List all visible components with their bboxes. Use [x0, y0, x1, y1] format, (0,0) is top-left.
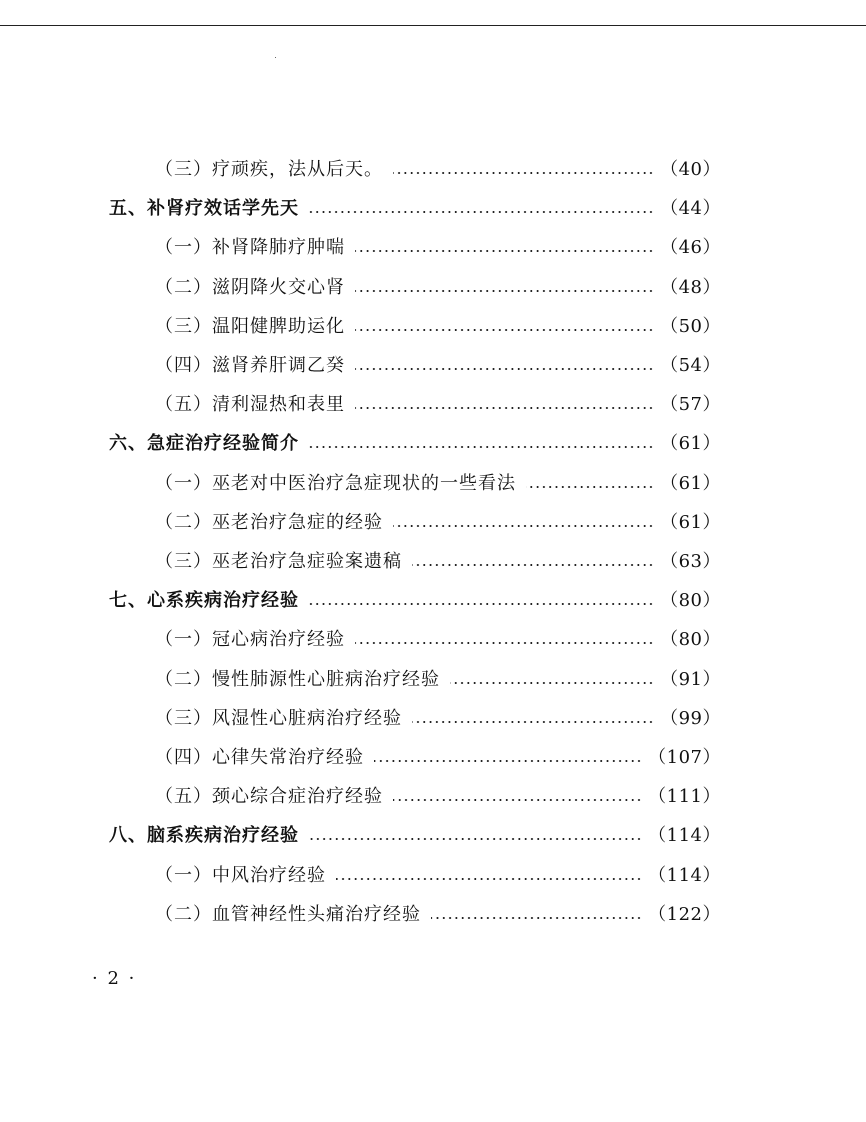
toc-dot-leader [450, 682, 654, 684]
toc-entry-page: （114） [648, 864, 721, 886]
toc-entry-page: （91） [660, 668, 721, 690]
toc-section-entry[interactable] [155, 273, 721, 303]
toc-dot-leader [309, 446, 654, 448]
toc-entry-title: 五、补肾疗效话学先天 [109, 198, 299, 220]
toc-entry-title: （三）温阳健脾助运化 [155, 315, 345, 337]
toc-section-entry[interactable] [155, 469, 721, 499]
toc-entry-title: （一）巫老对中医治疗急症现状的一些看法 [155, 472, 516, 494]
toc-entry-page: （80） [660, 590, 721, 612]
toc-section-entry[interactable] [155, 743, 721, 773]
toc-dot-leader [374, 760, 642, 762]
toc-entry-page: （61） [660, 511, 721, 533]
toc-chapter-entry[interactable] [109, 429, 721, 459]
toc-entry-title: （一）中风治疗经验 [155, 864, 326, 886]
toc-section-entry[interactable] [155, 312, 721, 342]
toc-dot-leader [355, 290, 654, 292]
toc-entry-title: （五）清利湿热和表里 [155, 394, 345, 416]
toc-dot-leader [526, 486, 654, 488]
toc-dot-leader [412, 721, 654, 723]
toc-dot-leader [393, 172, 654, 174]
toc-entry-title: 七、心系疾病治疗经验 [109, 590, 299, 612]
toc-dot-leader [355, 250, 654, 252]
toc-entry-page: （111） [648, 786, 721, 808]
toc-entry-page: （114） [648, 825, 721, 847]
toc-dot-leader [412, 564, 654, 566]
toc-entry-title: （二）巫老治疗急症的经验 [155, 511, 383, 533]
toc-section-entry[interactable] [155, 233, 721, 263]
toc-dot-leader [355, 329, 654, 331]
toc-section-entry[interactable] [155, 351, 721, 381]
toc-entry-page: （63） [660, 551, 721, 572]
toc-section-entry[interactable] [155, 547, 721, 577]
toc-dot-leader [309, 211, 654, 213]
toc-dot-leader [393, 799, 642, 801]
top-rule [0, 25, 866, 26]
toc-chapter-entry[interactable] [109, 821, 721, 851]
toc-entry-page: （61） [660, 472, 721, 494]
toc-section-entry[interactable] [155, 782, 721, 812]
toc-entry-page: （99） [660, 707, 721, 729]
toc-entry-title: （四）心律失常治疗经验 [155, 747, 364, 768]
scan-speck [275, 57, 276, 58]
toc-entry-page: （61） [660, 433, 721, 455]
page-number: · 2 · [92, 968, 137, 989]
toc-entry-page: （40） [660, 159, 721, 180]
toc-section-entry[interactable] [155, 900, 721, 930]
toc-entry-title: （五）颈心综合症治疗经验 [155, 786, 383, 808]
toc-section-entry[interactable] [155, 155, 721, 185]
toc-entry-page: （50） [660, 315, 721, 337]
toc-entry-title: 八、脑系疾病治疗经验 [109, 825, 299, 847]
toc-dot-leader [393, 525, 654, 527]
toc-entry-title: （一）冠心病治疗经验 [155, 629, 345, 651]
toc-entry-title: （三）疗顽疾，法从后天。 [155, 159, 383, 180]
toc-dot-leader [336, 878, 642, 880]
toc-entry-page: （57） [660, 394, 721, 416]
toc-chapter-entry[interactable] [109, 586, 721, 616]
toc-section-entry[interactable] [155, 508, 721, 538]
toc-entry-title: （四）滋肾养肝调乙癸 [155, 355, 345, 376]
toc-entry-page: （44） [660, 198, 721, 220]
toc-section-entry[interactable] [155, 625, 721, 655]
toc-dot-leader [309, 603, 654, 605]
toc-entry-title: （三）巫老治疗急症验案遗稿 [155, 551, 402, 572]
toc-entry-page: （54） [660, 355, 721, 376]
toc-dot-leader [309, 838, 642, 840]
toc-entry-title: （三）风湿性心脏病治疗经验 [155, 707, 402, 729]
toc-section-entry[interactable] [155, 861, 721, 891]
toc-entry-page: （122） [648, 903, 721, 925]
toc-section-entry[interactable] [155, 704, 721, 734]
toc-entry-title: （二）慢性肺源性心脏病治疗经验 [155, 668, 440, 690]
toc-chapter-entry[interactable] [109, 194, 721, 224]
toc-entry-title: （二）滋阴降火交心肾 [155, 276, 345, 298]
toc-entry-page: （48） [660, 276, 721, 298]
toc-section-entry[interactable] [155, 390, 721, 420]
toc-entry-title: （一）补肾降肺疗肿喘 [155, 237, 345, 259]
toc-entry-page: （80） [660, 629, 721, 651]
toc-entry-page: （46） [660, 237, 721, 259]
toc-section-entry[interactable] [155, 665, 721, 695]
toc-dot-leader [355, 642, 654, 644]
toc-entry-title: 六、急症治疗经验简介 [109, 433, 299, 455]
toc-dot-leader [355, 407, 654, 409]
toc-dot-leader [431, 917, 642, 919]
toc-dot-leader [355, 368, 654, 370]
toc-entry-title: （二）血管神经性头痛治疗经验 [155, 903, 421, 925]
toc-entry-page: （107） [648, 747, 721, 768]
